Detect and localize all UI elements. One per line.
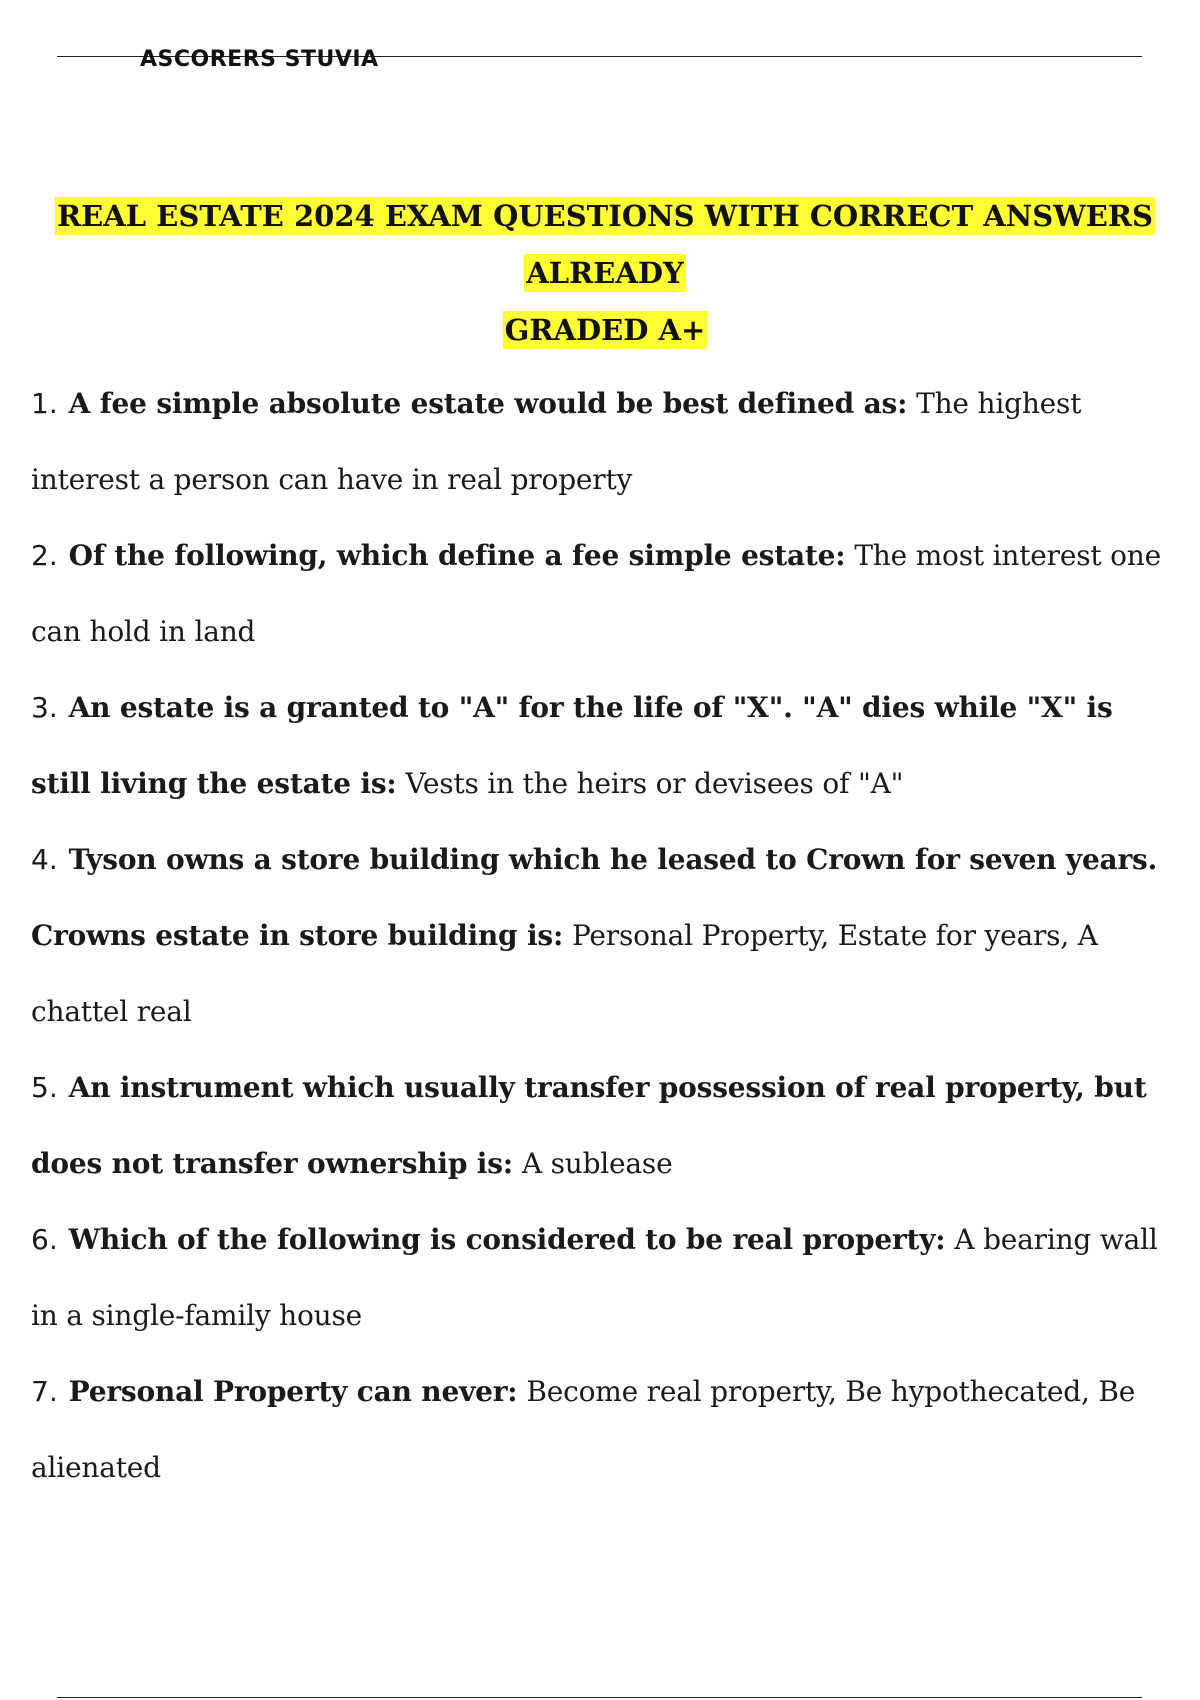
document-title	[30, 188, 1180, 359]
answer-text: The highest interest a person can have in real property	[31, 387, 1082, 496]
answer-text: Vests in the heirs or devisees of "A"	[405, 767, 904, 800]
item-number: 3.	[31, 691, 58, 724]
item-number: 2.	[31, 539, 58, 572]
list-item	[31, 822, 1176, 1050]
header-brand: ASCORERS STUVIA	[140, 47, 379, 72]
list-item	[31, 1202, 1176, 1354]
question-text: A fee simple absolute estate would be best defined as:	[68, 387, 908, 420]
item-number: 6.	[31, 1223, 58, 1256]
list-item	[31, 518, 1176, 670]
list-item	[31, 670, 1176, 822]
question-text: Personal Property can never:	[68, 1375, 518, 1408]
qa-list	[31, 366, 1176, 1506]
list-item	[31, 366, 1176, 518]
question-text: Of the following, which define a fee simple estate:	[68, 539, 846, 572]
answer-text: The most interest one can hold in land	[31, 539, 1161, 648]
item-number: 5.	[31, 1071, 58, 1104]
answer-text: A sublease	[521, 1147, 673, 1180]
question-text: Tyson owns a store building which he leased to Crown for seven years. Crowns estate in store building is:	[31, 843, 1158, 952]
list-item	[31, 1050, 1176, 1202]
title-line-2: GRADED A+	[504, 313, 706, 347]
question-text: An instrument which usually transfer possession of real property, but does not transfer ownership is:	[31, 1071, 1147, 1180]
footer-rule	[57, 1697, 1142, 1698]
answer-text: Personal Property, Estate for years, A chattel real	[31, 919, 1098, 1028]
question-text: Which of the following is considered to be real property:	[68, 1223, 946, 1256]
answer-text: Become real property, Be hypothecated, Be alienated	[31, 1375, 1136, 1484]
title-line-1: REAL ESTATE 2024 EXAM QUESTIONS WITH CORRECT ANSWERS ALREADY	[57, 199, 1153, 290]
question-text: An estate is a granted to "A" for the life of "X". "A" dies while "X" is still living the estate is:	[31, 691, 1113, 800]
item-number: 7.	[31, 1375, 58, 1408]
answer-text: A bearing wall in a single-family house	[31, 1223, 1158, 1332]
item-number: 4.	[31, 843, 58, 876]
item-number: 1.	[31, 387, 58, 420]
list-item	[31, 1354, 1176, 1506]
